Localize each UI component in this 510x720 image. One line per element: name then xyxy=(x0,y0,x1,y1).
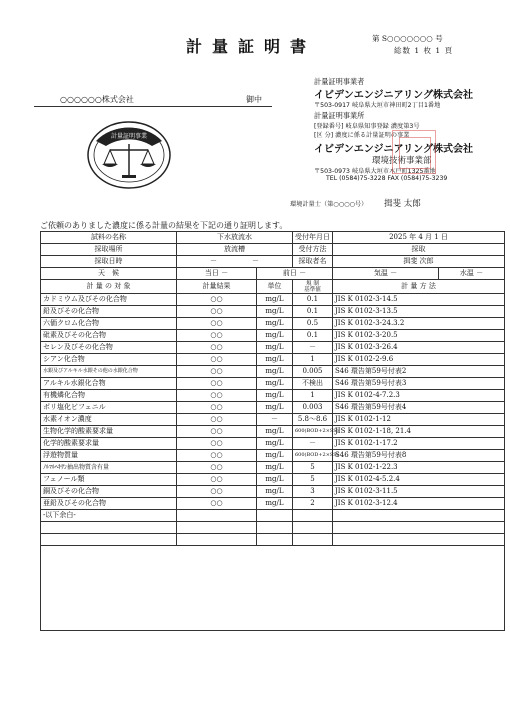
office-address: 〒503-0973 岐阜県大垣市木戸町1325番地 xyxy=(314,168,436,175)
info-value: 2025 年 4 月 1 日 xyxy=(333,232,505,244)
cell-unit: mg/L xyxy=(257,438,293,450)
cell-result: ○○ xyxy=(177,450,257,462)
cell-result: ○○ xyxy=(177,402,257,414)
table-row xyxy=(41,378,505,390)
info-row xyxy=(41,256,505,268)
table-row xyxy=(41,462,505,474)
cell-method: JIS K 0102-1-17.2 xyxy=(333,438,505,450)
cell-method: S46 環告第59号付表4 xyxy=(333,402,505,414)
info-value: 揖斐 次郎 xyxy=(333,256,505,268)
cell-standard: － xyxy=(293,342,333,354)
scale-emblem-seal xyxy=(86,120,172,190)
cell-method: JIS K 0102-4-5.2.4 xyxy=(333,474,505,486)
blank-cell xyxy=(293,534,333,546)
seal-text: 計量証明事業 xyxy=(110,133,148,140)
info-row xyxy=(41,244,505,256)
cell-method: JIS K 0102-3-26.4 xyxy=(333,342,505,354)
intro-statement: ご依頼のありました濃度に係る計量の結果を下記の通り証明します。 xyxy=(40,221,288,230)
measurer-label: 環境計量士（第○○○○号） xyxy=(290,201,368,208)
cell-standard: 1 xyxy=(293,354,333,366)
cell-unit: mg/L xyxy=(257,498,293,510)
cell-unit: mg/L xyxy=(257,354,293,366)
info-label: 採取日時 xyxy=(41,256,177,268)
cell-result: ○○ xyxy=(177,294,257,306)
cell-method: S46 環告第59号付表3 xyxy=(333,378,505,390)
office-category: [区 分] 濃度に係る計量証明の事業 xyxy=(314,132,410,139)
cell-result: ○○ xyxy=(177,378,257,390)
cell-method: JIS K 0102-3-13.5 xyxy=(333,306,505,318)
info-label: 採取者名 xyxy=(293,256,333,268)
cell-unit: mg/L xyxy=(257,342,293,354)
cell-standard: 0.1 xyxy=(293,330,333,342)
blank-cell xyxy=(41,534,177,546)
blank-cell xyxy=(177,522,257,534)
issuer-address: 〒503-0917 岐阜県大垣市神田町2丁目1番地 xyxy=(314,102,441,109)
cell-result: ○○ xyxy=(177,462,257,474)
info-label: 受付年月日 xyxy=(293,232,333,244)
cell-standard: 1 xyxy=(293,390,333,402)
blank-cell xyxy=(177,534,257,546)
blank-cell xyxy=(333,522,505,534)
table-row xyxy=(41,486,505,498)
table-row xyxy=(41,426,505,438)
col-header-unit: 単位 xyxy=(257,280,293,294)
cell-target: 生物化学的酸素要求量 xyxy=(41,426,177,438)
blank-area-cell xyxy=(41,546,505,631)
issuer-label: 計量証明事業者 xyxy=(314,77,365,86)
cell-standard: 600(BOD+2×SS) xyxy=(293,450,333,462)
cell-target: フェノール類 xyxy=(41,474,177,486)
cell-result: ○○ xyxy=(177,438,257,450)
addressee: ○○○○○○株式会社 xyxy=(60,95,134,104)
col-header-result: 計量結果 xyxy=(177,280,257,294)
table-row xyxy=(41,414,505,426)
table-row xyxy=(41,438,505,450)
cell-result: ○○ xyxy=(177,414,257,426)
cell-target: ﾉﾙﾏﾙﾍｷｻﾝ抽出物質含有量 xyxy=(41,462,177,474)
table-row xyxy=(41,318,505,330)
blank-cell xyxy=(333,534,505,546)
table-row xyxy=(41,306,505,318)
measurer-name: 揖斐 太郎 xyxy=(384,199,421,209)
cell-method: JIS K 0102-2-9.6 xyxy=(333,354,505,366)
cell-result: ○○ xyxy=(177,426,257,438)
blank-area xyxy=(41,546,505,631)
cell-method: S46 環告第59号付表2 xyxy=(333,366,505,378)
water-temp: 水温 － xyxy=(439,268,505,280)
office-phone: TEL (0584)75-3228 FAX (0584)75-3239 xyxy=(326,175,448,182)
cell-unit: mg/L xyxy=(257,426,293,438)
cell-target: シアン化合物 xyxy=(41,354,177,366)
blank-row xyxy=(41,534,505,546)
cell-method: JIS K 0102-3-12.4 xyxy=(333,498,505,510)
cell-method: JIS K 0102-3-24.3.2 xyxy=(333,318,505,330)
cell-unit: mg/L xyxy=(257,462,293,474)
cell-target: ポリ塩化ビフェニル xyxy=(41,402,177,414)
cell-method xyxy=(333,510,505,522)
document-title: 計量証明書 xyxy=(186,37,317,56)
cell-standard: 600(BOD+2×SS) xyxy=(293,426,333,438)
cell-standard: 2 xyxy=(293,498,333,510)
cell-unit: mg/L xyxy=(257,486,293,498)
table-row xyxy=(41,474,505,486)
table-row xyxy=(41,366,505,378)
cell-unit xyxy=(257,510,293,522)
cell-standard: 0.1 xyxy=(293,306,333,318)
cell-unit: mg/L xyxy=(257,450,293,462)
office-label: 計量証明事業所 xyxy=(314,111,365,120)
info-value: 下水放流水 xyxy=(177,232,293,244)
table-row xyxy=(41,450,505,462)
cell-target: 化学的酸素要求量 xyxy=(41,438,177,450)
cell-unit: － xyxy=(257,414,293,426)
cell-standard: 0.003 xyxy=(293,402,333,414)
cell-method: JIS K 0102-1-18, 21.4 xyxy=(333,426,505,438)
blank-row xyxy=(41,522,505,534)
cell-result: ○○ xyxy=(177,486,257,498)
col-header-standard: 規 制 基準値 xyxy=(293,280,333,294)
col-header-method: 計 量 方 法 xyxy=(333,280,505,294)
header-row xyxy=(41,280,505,294)
cell-result: ○○ xyxy=(177,342,257,354)
cell-unit: mg/L xyxy=(257,366,293,378)
cell-standard xyxy=(293,510,333,522)
issuer-name: イビデンエンジニアリング株式会社 xyxy=(314,90,473,101)
table-row xyxy=(41,510,505,522)
info-value: 採取 xyxy=(333,244,505,256)
cell-target: 有機燐化合物 xyxy=(41,390,177,402)
table-row xyxy=(41,342,505,354)
office-division: 環境技術事業部 xyxy=(372,156,432,166)
company-seal-stamp xyxy=(392,130,436,174)
cell-standard: 不検出 xyxy=(293,378,333,390)
info-value: － － xyxy=(177,256,293,268)
weather-label: 天 候 xyxy=(41,268,177,280)
weather-prev: 前日 － xyxy=(257,268,333,280)
result-rows xyxy=(41,294,505,631)
cell-target: カドミウム及びその化合物 xyxy=(41,294,177,306)
cell-standard: 3 xyxy=(293,486,333,498)
cell-method: JIS K 0102-1-12 xyxy=(333,414,505,426)
table-row xyxy=(41,330,505,342)
office-company-name: イビデンエンジニアリング株式会社 xyxy=(314,144,473,155)
col-header-target: 計 量 の 対 象 xyxy=(41,280,177,294)
info-label: 試料の名称 xyxy=(41,232,177,244)
cell-result: ○○ xyxy=(177,366,257,378)
cell-standard: 5.8～8.6 xyxy=(293,414,333,426)
page-count: 総数 1 枚 1 頁 xyxy=(394,46,454,55)
cell-target: 六価クロム化合物 xyxy=(41,318,177,330)
table-row xyxy=(41,498,505,510)
cell-method: JIS K 0102-3-14.5 xyxy=(333,294,505,306)
cell-target: 水素イオン濃度 xyxy=(41,414,177,426)
cell-standard: 5 xyxy=(293,474,333,486)
cell-result: ○○ xyxy=(177,306,257,318)
cell-unit: mg/L xyxy=(257,378,293,390)
cell-unit: mg/L xyxy=(257,306,293,318)
cell-target: セレン及びその化合物 xyxy=(41,342,177,354)
addressee-underline xyxy=(34,106,272,107)
cell-standard: 0.5 xyxy=(293,318,333,330)
cell-target: 銅及びその化合物 xyxy=(41,486,177,498)
cell-unit: mg/L xyxy=(257,390,293,402)
cell-method: JIS K 0102-4-7.2.3 xyxy=(333,390,505,402)
blank-cell xyxy=(257,522,293,534)
cell-standard: － xyxy=(293,438,333,450)
table-row xyxy=(41,402,505,414)
info-row xyxy=(41,232,505,244)
table-row xyxy=(41,354,505,366)
cell-unit: mg/L xyxy=(257,294,293,306)
cell-result xyxy=(177,510,257,522)
table-row xyxy=(41,294,505,306)
weather-row xyxy=(41,268,505,280)
cell-target: 浮遊物質量 xyxy=(41,450,177,462)
cell-method: JIS K 0102-3-11.5 xyxy=(333,486,505,498)
cell-target: -以下余白- xyxy=(41,510,177,522)
cell-target: 砒素及びその化合物 xyxy=(41,330,177,342)
blank-cell xyxy=(41,522,177,534)
cell-unit: mg/L xyxy=(257,318,293,330)
cell-result: ○○ xyxy=(177,318,257,330)
cell-result: ○○ xyxy=(177,354,257,366)
weather-today: 当日 － xyxy=(177,268,257,280)
blank-cell xyxy=(257,534,293,546)
cell-target: 亜鉛及びその化合物 xyxy=(41,498,177,510)
cell-result: ○○ xyxy=(177,498,257,510)
cell-unit: mg/L xyxy=(257,330,293,342)
cell-method: JIS K 0102-1-22.3 xyxy=(333,462,505,474)
table-row xyxy=(41,390,505,402)
cell-result: ○○ xyxy=(177,390,257,402)
results-table xyxy=(40,231,505,631)
info-label: 採取場所 xyxy=(41,244,177,256)
cell-standard: 0.005 xyxy=(293,366,333,378)
cell-method: S46 環告第59号付表8 xyxy=(333,450,505,462)
cell-unit: mg/L xyxy=(257,474,293,486)
info-label: 受付方法 xyxy=(293,244,333,256)
cell-method: JIS K 0102-3-20.5 xyxy=(333,330,505,342)
office-reg-number: [登録番号] 岐阜県知事登録 濃度第3号 xyxy=(314,123,420,130)
cell-unit: mg/L xyxy=(257,402,293,414)
cell-standard: 5 xyxy=(293,462,333,474)
blank-cell xyxy=(293,522,333,534)
cell-result: ○○ xyxy=(177,330,257,342)
air-temp: 気温 － xyxy=(333,268,439,280)
cell-target: アルキル水銀化合物 xyxy=(41,378,177,390)
cell-target: 鉛及びその化合物 xyxy=(41,306,177,318)
cell-standard: 0.1 xyxy=(293,294,333,306)
cell-target: 水銀及びアルキル水銀その他の水銀化合物 xyxy=(41,366,177,378)
cell-result: ○○ xyxy=(177,474,257,486)
info-value: 放流槽 xyxy=(177,244,293,256)
honorific: 御中 xyxy=(246,95,262,104)
certificate-number: 第 S○○○○○○○ 号 xyxy=(372,34,443,43)
